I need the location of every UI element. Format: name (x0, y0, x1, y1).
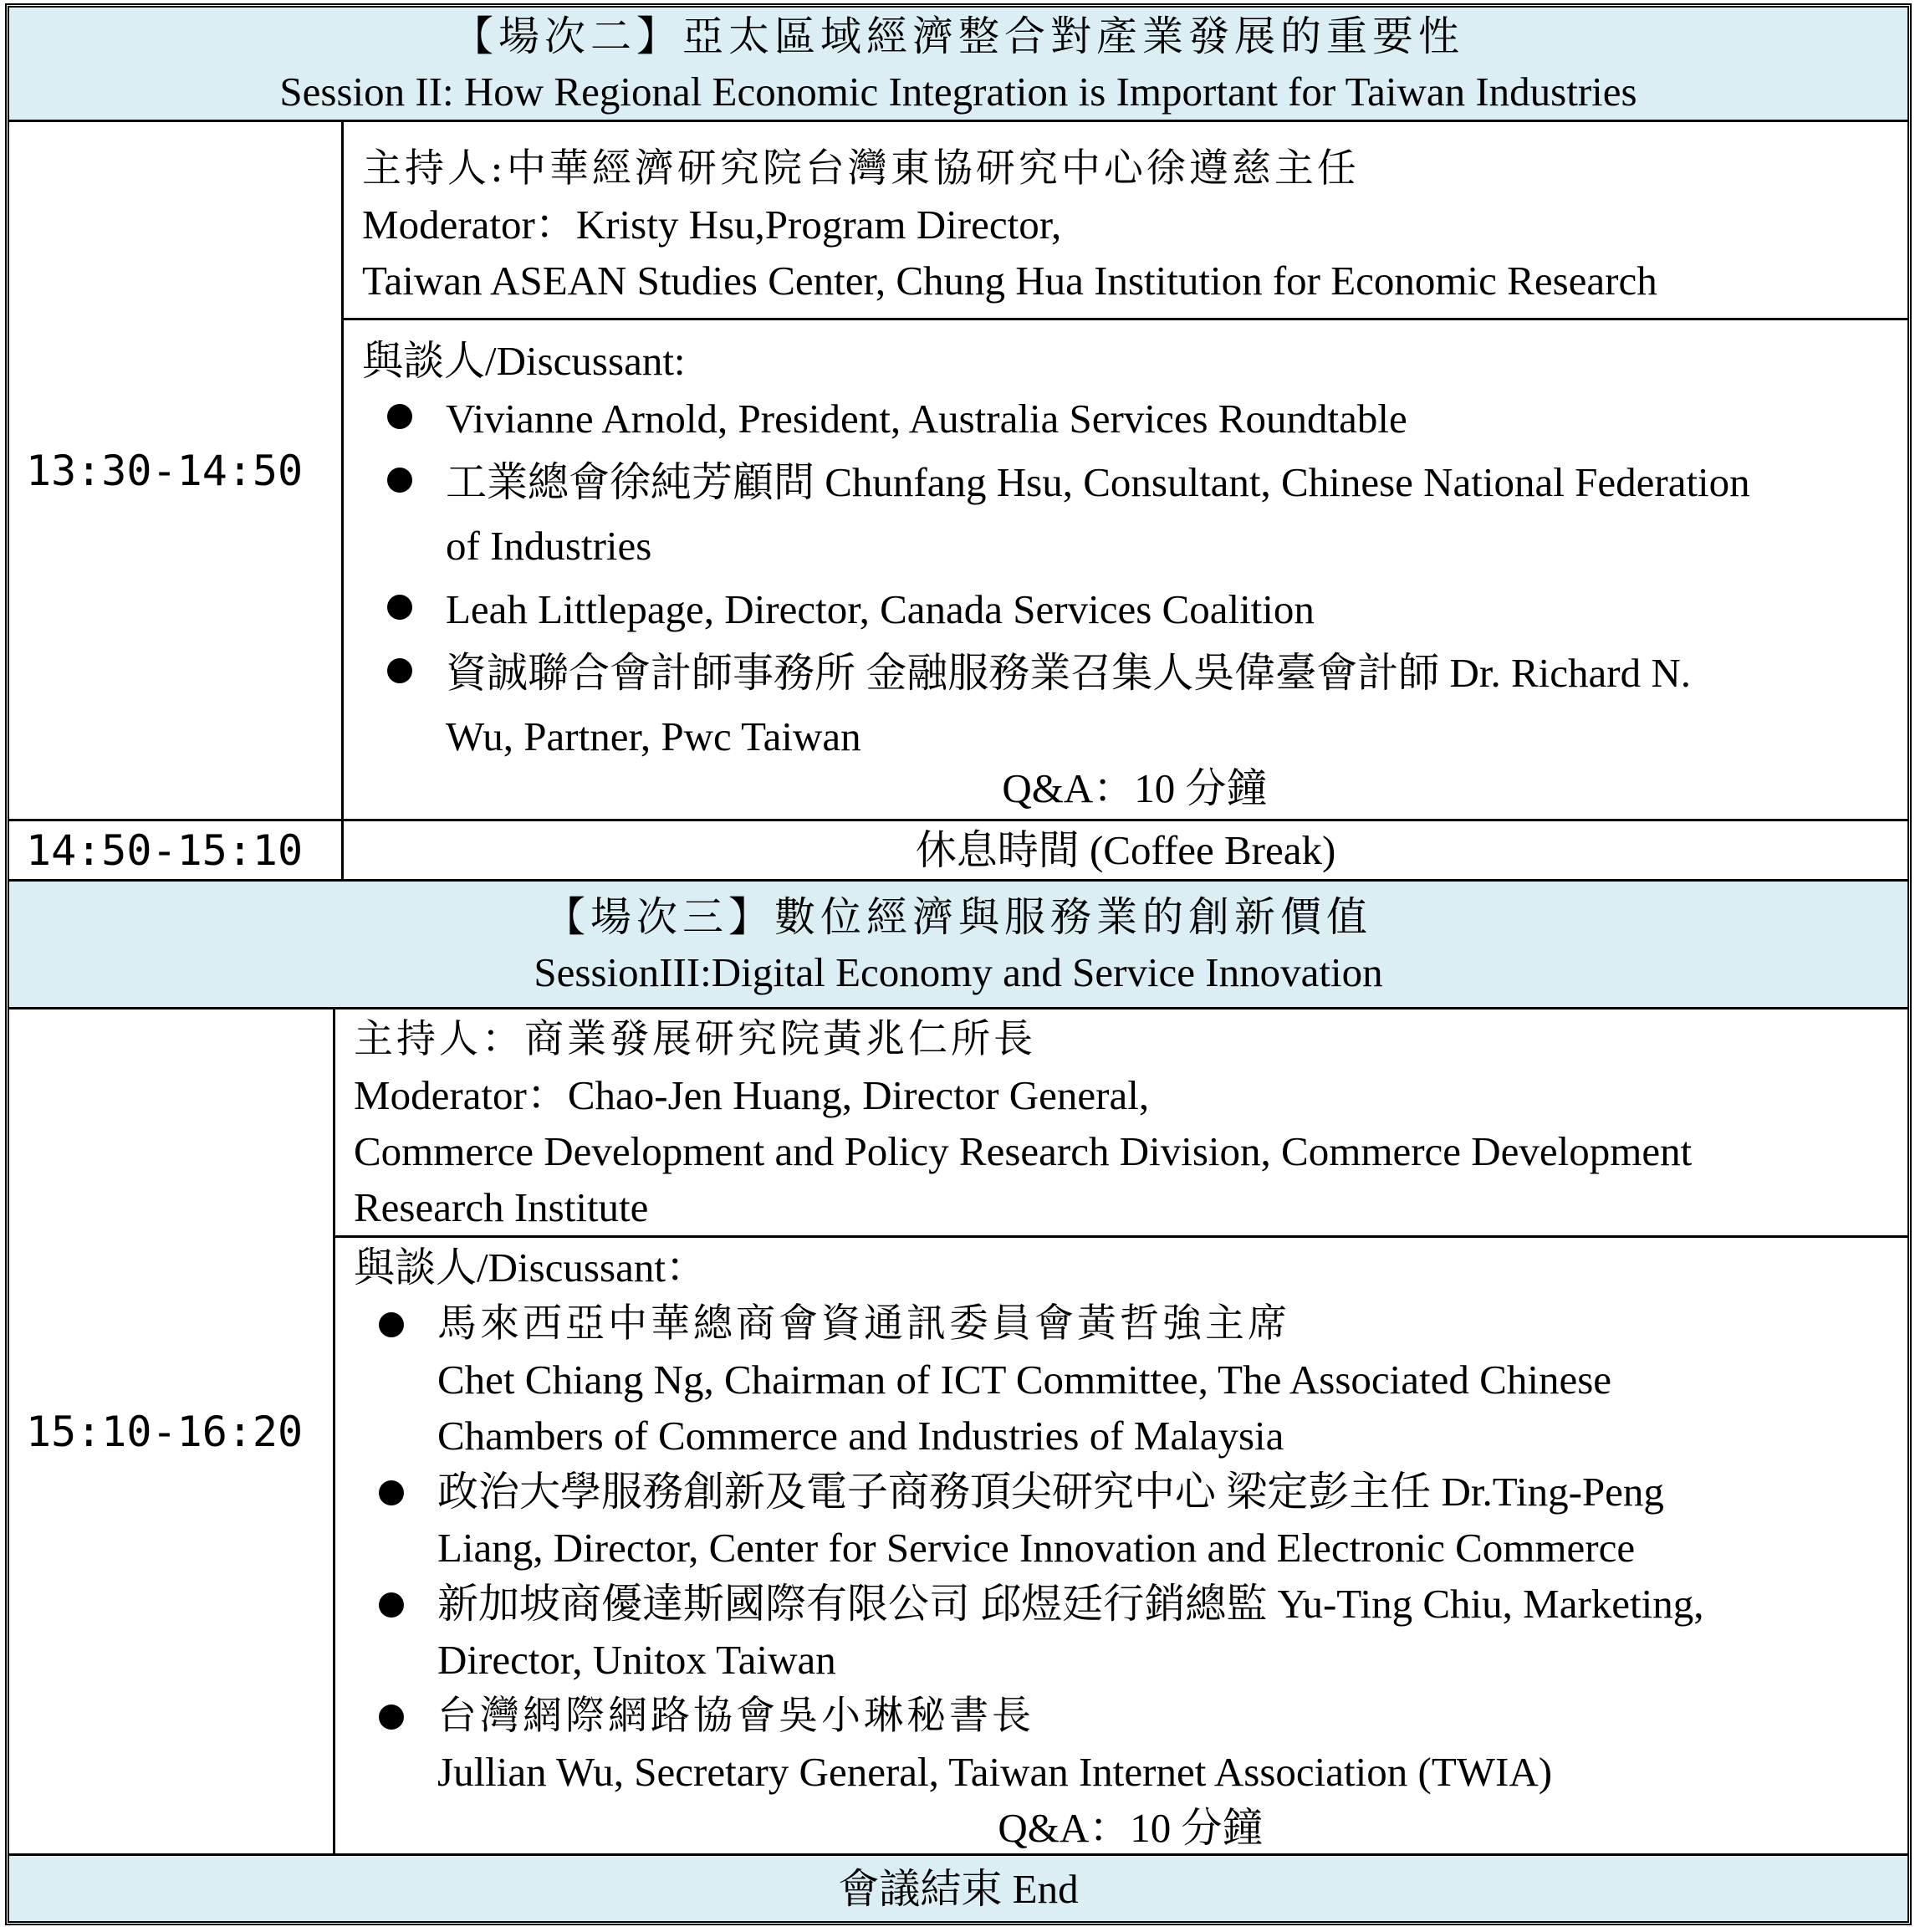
end-row (9, 1856, 1907, 1921)
end-label: 會議結束 End (838, 1865, 1079, 1912)
agenda-table (5, 3, 1912, 1925)
session3-title-en: SessionIII:Digital Economy and Service Innovation (534, 949, 1383, 995)
qa-note: Q&A：10 分鐘 (998, 1805, 1264, 1851)
moderator-zh: 主持人：商業發展研究院黃兆仁所長 (354, 1016, 1036, 1062)
list-item: 馬來西亞中華總商會資通訊委員會黃哲強主席 Chet Chiang Ng, Chairman of ICT Committee, The Associated Chinese Chambers of Commerce and Industries of Malaysia (354, 1296, 1907, 1464)
session3-discussants (335, 1238, 1907, 1856)
session2-title-zh: 【場次二】亞太區域經濟整合對產業發展的重要性 (452, 13, 1464, 60)
list-item: 工業總會徐純芳顧問 Chunfang Hsu, Consultant, Chinese National Federation of Industries (362, 451, 1907, 578)
moderator-en: Moderator：Kristy Hsu,Program Director, (362, 202, 1062, 248)
bullet-icon (387, 658, 412, 683)
list-item: 新加坡商優達斯國際有限公司 邱煜廷行銷總監 Yu-Ting Chiu, Marketing, Director, Unitox Taiwan (354, 1576, 1907, 1688)
session3-moderator (335, 1009, 1907, 1238)
session3-header (9, 882, 1907, 1009)
bullet-icon (379, 1312, 404, 1337)
session2-moderator (344, 122, 1907, 320)
bullet-icon (379, 1480, 404, 1505)
bullet-icon (387, 404, 412, 429)
moderator-zh: 主持人:中華經濟研究院台灣東協研究中心徐遵慈主任 (362, 146, 1360, 192)
moderator-org-cont: Research Institute (354, 1184, 649, 1230)
moderator-org: Taiwan ASEAN Studies Center, Chung Hua Institution for Economic Research (362, 258, 1657, 304)
list-item: 政治大學服務創新及電子商務頂尖研究中心 梁定彭主任 Dr.Ting-Peng Liang, Director, Center for Service Innovation and Electronic Commerce (354, 1464, 1907, 1576)
qa-note: Q&A：10 分鐘 (1002, 765, 1268, 811)
bullet-icon (379, 1705, 404, 1730)
session2-discussants (344, 320, 1907, 821)
break-content (344, 821, 1907, 879)
discussant-label: 與談人/Discussant: (362, 338, 686, 384)
bullet-icon (379, 1592, 404, 1618)
session2-content (344, 122, 1907, 819)
session3-content (335, 1009, 1907, 1853)
discussant-label: 與談人/Discussant： (354, 1245, 707, 1291)
session2-header (9, 8, 1907, 122)
bullet-icon (387, 468, 412, 493)
list-item: 資誠聯合會計師事務所 金融服務業召集人吳偉臺會計師 Dr. Richard N. Wu, Partner, Pwc Taiwan (362, 641, 1907, 769)
break-row (9, 821, 1907, 882)
break-label: 休息時間 (Coffee Break) (915, 827, 1336, 873)
session3-row (9, 1009, 1907, 1856)
bullet-icon (387, 595, 412, 620)
list-item: Vivianne Arnold, President, Australia Services Roundtable (362, 387, 1907, 451)
list-item: 台灣網際網路協會吳小琳秘書長 Jullian Wu, Secretary General, Taiwan Internet Association (TWIA) (354, 1688, 1907, 1800)
session2-row (9, 122, 1907, 821)
session2-time: 13:30-14:50 (9, 122, 344, 819)
moderator-org: Commerce Development and Policy Research Division, Commerce Development (354, 1128, 1693, 1174)
session3-time: 15:10-16:20 (9, 1009, 335, 1853)
session2-title-en: Session II: How Regional Economic Integration is Important for Taiwan Industries (279, 69, 1637, 115)
session3-title-zh: 【場次三】數位經濟與服務業的創新價值 (544, 893, 1372, 941)
break-time: 14:50-15:10 (9, 821, 344, 879)
list-item: Leah Littlepage, Director, Canada Services Coalition (362, 578, 1907, 641)
moderator-en: Moderator：Chao-Jen Huang, Director General, (354, 1072, 1150, 1118)
